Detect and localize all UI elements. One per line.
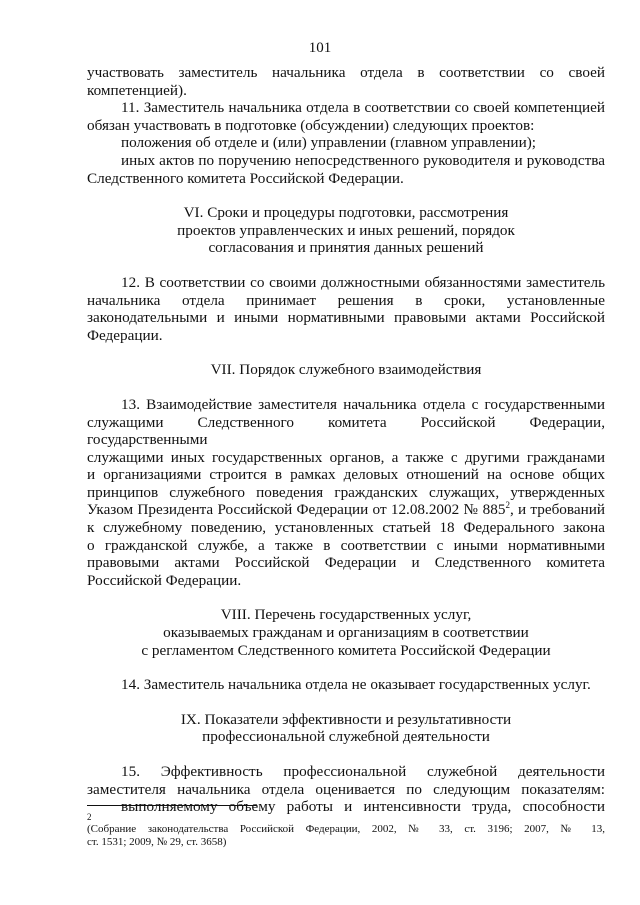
text-line: к служебному поведению, установленных статьей 18 Федерального закона [87, 519, 605, 537]
text-fragment: Указом Президента Российской Федерации от 12.08.2002 № 885 [87, 501, 506, 519]
footnote [87, 812, 605, 849]
paragraph-continuation [87, 64, 605, 99]
text-line: служащими иных государственных органов, а также с другими гражданами [87, 448, 605, 466]
paragraph-13 [87, 396, 605, 590]
paragraph-15 [87, 763, 605, 816]
heading-line: профессиональной служебной деятельности [202, 728, 490, 746]
text-line: Российской Федерации. [87, 571, 242, 589]
text-line: принципов служебного поведения гражданских служащих, утвержденных [87, 483, 605, 501]
section-heading-vi [87, 204, 605, 257]
text-line: Федерации. [87, 326, 163, 344]
text-line: 15. Эффективность профессиональной служебной деятельности [121, 763, 605, 780]
text-line: участвовать заместитель начальника отдела в соответствии со своей [87, 64, 605, 81]
heading-line: VIII. Перечень государственных услуг, [220, 606, 472, 624]
text-line: иных актов по поручению непосредственного руководителя и руководства [121, 151, 605, 169]
page-number: 101 [308, 40, 332, 56]
heading-line: проектов управленческих и иных решений, порядок [177, 221, 515, 239]
text-line: обязан участвовать в подготовке (обсуждении) следующих проектов: [87, 116, 535, 134]
paragraph-12 [87, 274, 605, 344]
text-line: компетенцией). [87, 81, 187, 99]
heading-line: оказываемых гражданам и организациям в соответствии [163, 624, 529, 642]
document-body [87, 64, 605, 816]
paragraph-14: 14. Заместитель начальника отдела не оказывает государственных услуг. [121, 676, 591, 694]
footnote-line: (Собрание законодательства Российской Федерации, 2002, № 33, ст. 3196; 2007, № 13, [87, 823, 605, 835]
text-line: Следственного комитета Российской Федерации. [87, 169, 404, 187]
text-line: служащими Следственного комитета Российской Федерации, государственными [87, 413, 605, 449]
text-line: выполняемому объему работы и интенсивности труда, способности [121, 798, 605, 816]
section-heading-ix [87, 711, 605, 746]
text-line: начальника отдела принимает решения в сроки, установленные [87, 291, 605, 309]
paragraph-11 [87, 99, 605, 187]
section-heading-vii: VII. Порядок служебного взаимодействия [210, 361, 482, 379]
text-fragment: , и требований [509, 501, 606, 519]
text-line: заместителя начальника отдела оценивается по следующим показателям: [87, 780, 605, 798]
text-line: 13. Взаимодействие заместителя начальника отдела с государственными [121, 395, 605, 413]
heading-line: VI. Сроки и процедуры подготовки, рассмотрения [183, 204, 509, 222]
text-line: законодательными и иными нормативными правовыми актами Российской [87, 309, 605, 327]
heading-line: IX. Показатели эффективности и результативности [180, 710, 512, 728]
heading-line: согласования и принятия данных решений [208, 239, 484, 257]
text-line: и организациями строится в рамках деловых отношений на основе общих [87, 466, 605, 484]
footnote-mark: 2 [87, 812, 92, 822]
text-line: о гражданской службе, а также в соответствии с иными нормативными [87, 536, 605, 554]
text-line: положения об отделе и (или) управлении (главном управлении); [121, 134, 536, 152]
text-line: 12. В соответствии со своими должностными обязанностями заместитель [121, 273, 605, 291]
footnote-reference: 2 [505, 500, 510, 511]
text-line: 11. Заместитель начальника отдела в соответствии со своей компетенцией [121, 99, 605, 117]
text-line: правовыми актами Российской Федерации и Следственного комитета [87, 554, 605, 572]
text-line [87, 501, 605, 519]
footnote-separator [87, 805, 257, 806]
heading-line: с регламентом Следственного комитета Российской Федерации [141, 641, 551, 659]
footnote-line: ст. 1531; 2009, № 29, ст. 3658) [87, 836, 227, 848]
section-heading-viii [87, 606, 605, 659]
